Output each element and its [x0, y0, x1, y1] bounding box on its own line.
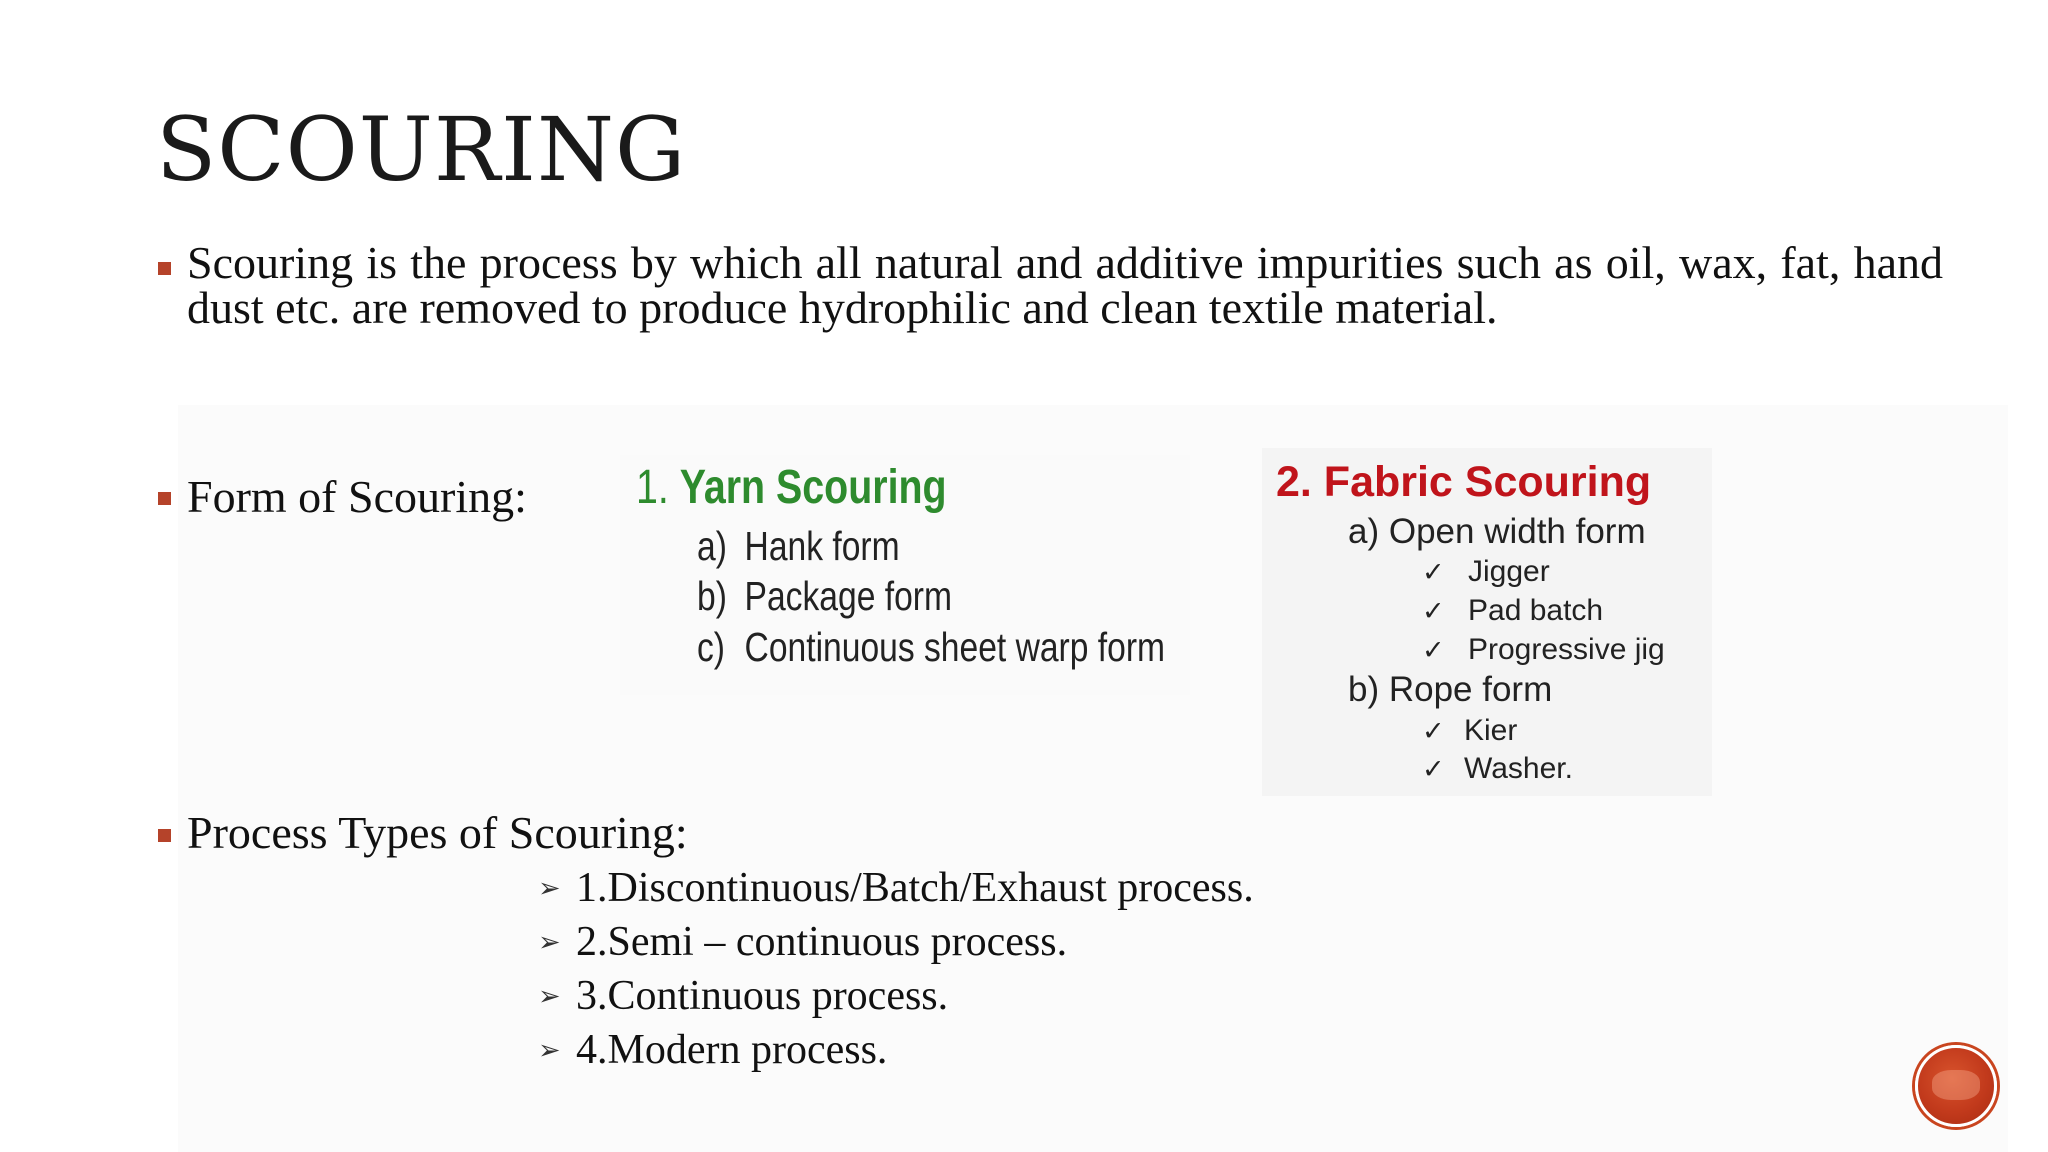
bullet-marker — [158, 492, 171, 505]
check-icon: ✓ — [1422, 635, 1445, 666]
process-type-item: 1.Discontinuous/Batch/Exhaust process. — [576, 865, 1254, 911]
bullet-marker — [158, 829, 171, 842]
fabric-item: ✓ Pad batch — [1422, 592, 1603, 631]
fabric-item: ✓ Progressive jig — [1422, 631, 1665, 670]
process-type-item: 2.Semi – continuous process. — [576, 919, 1068, 965]
check-icon: ✓ — [1422, 754, 1445, 785]
fabric-scouring-heading: 2. Fabric Scouring — [1276, 458, 1652, 506]
definition-text: Scouring is the process by which all natural and additive impurities such as oil, wax, fat, hand dust etc. are removed to produce hydrophilic and clean textile material. — [187, 237, 1943, 333]
arrow-bullet-icon: ➢ — [538, 981, 561, 1012]
process-type-item: 3.Continuous process. — [576, 973, 949, 1019]
slide-title: SCOURING — [156, 98, 687, 201]
fabric-item: ✓ Kier — [1422, 712, 1517, 751]
check-icon: ✓ — [1422, 557, 1445, 588]
check-icon: ✓ — [1422, 716, 1445, 747]
arrow-bullet-icon: ➢ — [538, 1035, 561, 1066]
fabric-item: ✓ Jigger — [1422, 553, 1550, 592]
open-width-form-label: a) Open width form — [1348, 512, 1646, 551]
yarn-item: b) Package form — [697, 573, 952, 619]
arrow-bullet-icon: ➢ — [538, 927, 561, 958]
circle-logo-icon — [1915, 1045, 1997, 1127]
yarn-scouring-heading: 1. Yarn Scouring — [636, 461, 947, 514]
form-of-scouring-label: Form of Scouring: — [187, 471, 527, 522]
process-types-label: Process Types of Scouring: — [187, 807, 688, 858]
rope-form-label: b) Rope form — [1348, 670, 1553, 709]
bullet-marker — [158, 262, 171, 275]
process-type-item: 4.Modern process. — [576, 1027, 888, 1073]
check-icon: ✓ — [1422, 596, 1445, 627]
yarn-item: a) Hank form — [697, 523, 900, 569]
arrow-bullet-icon: ➢ — [538, 873, 561, 904]
yarn-item: c) Continuous sheet warp form — [697, 624, 1166, 670]
fabric-item: ✓ Washer. — [1422, 750, 1573, 789]
